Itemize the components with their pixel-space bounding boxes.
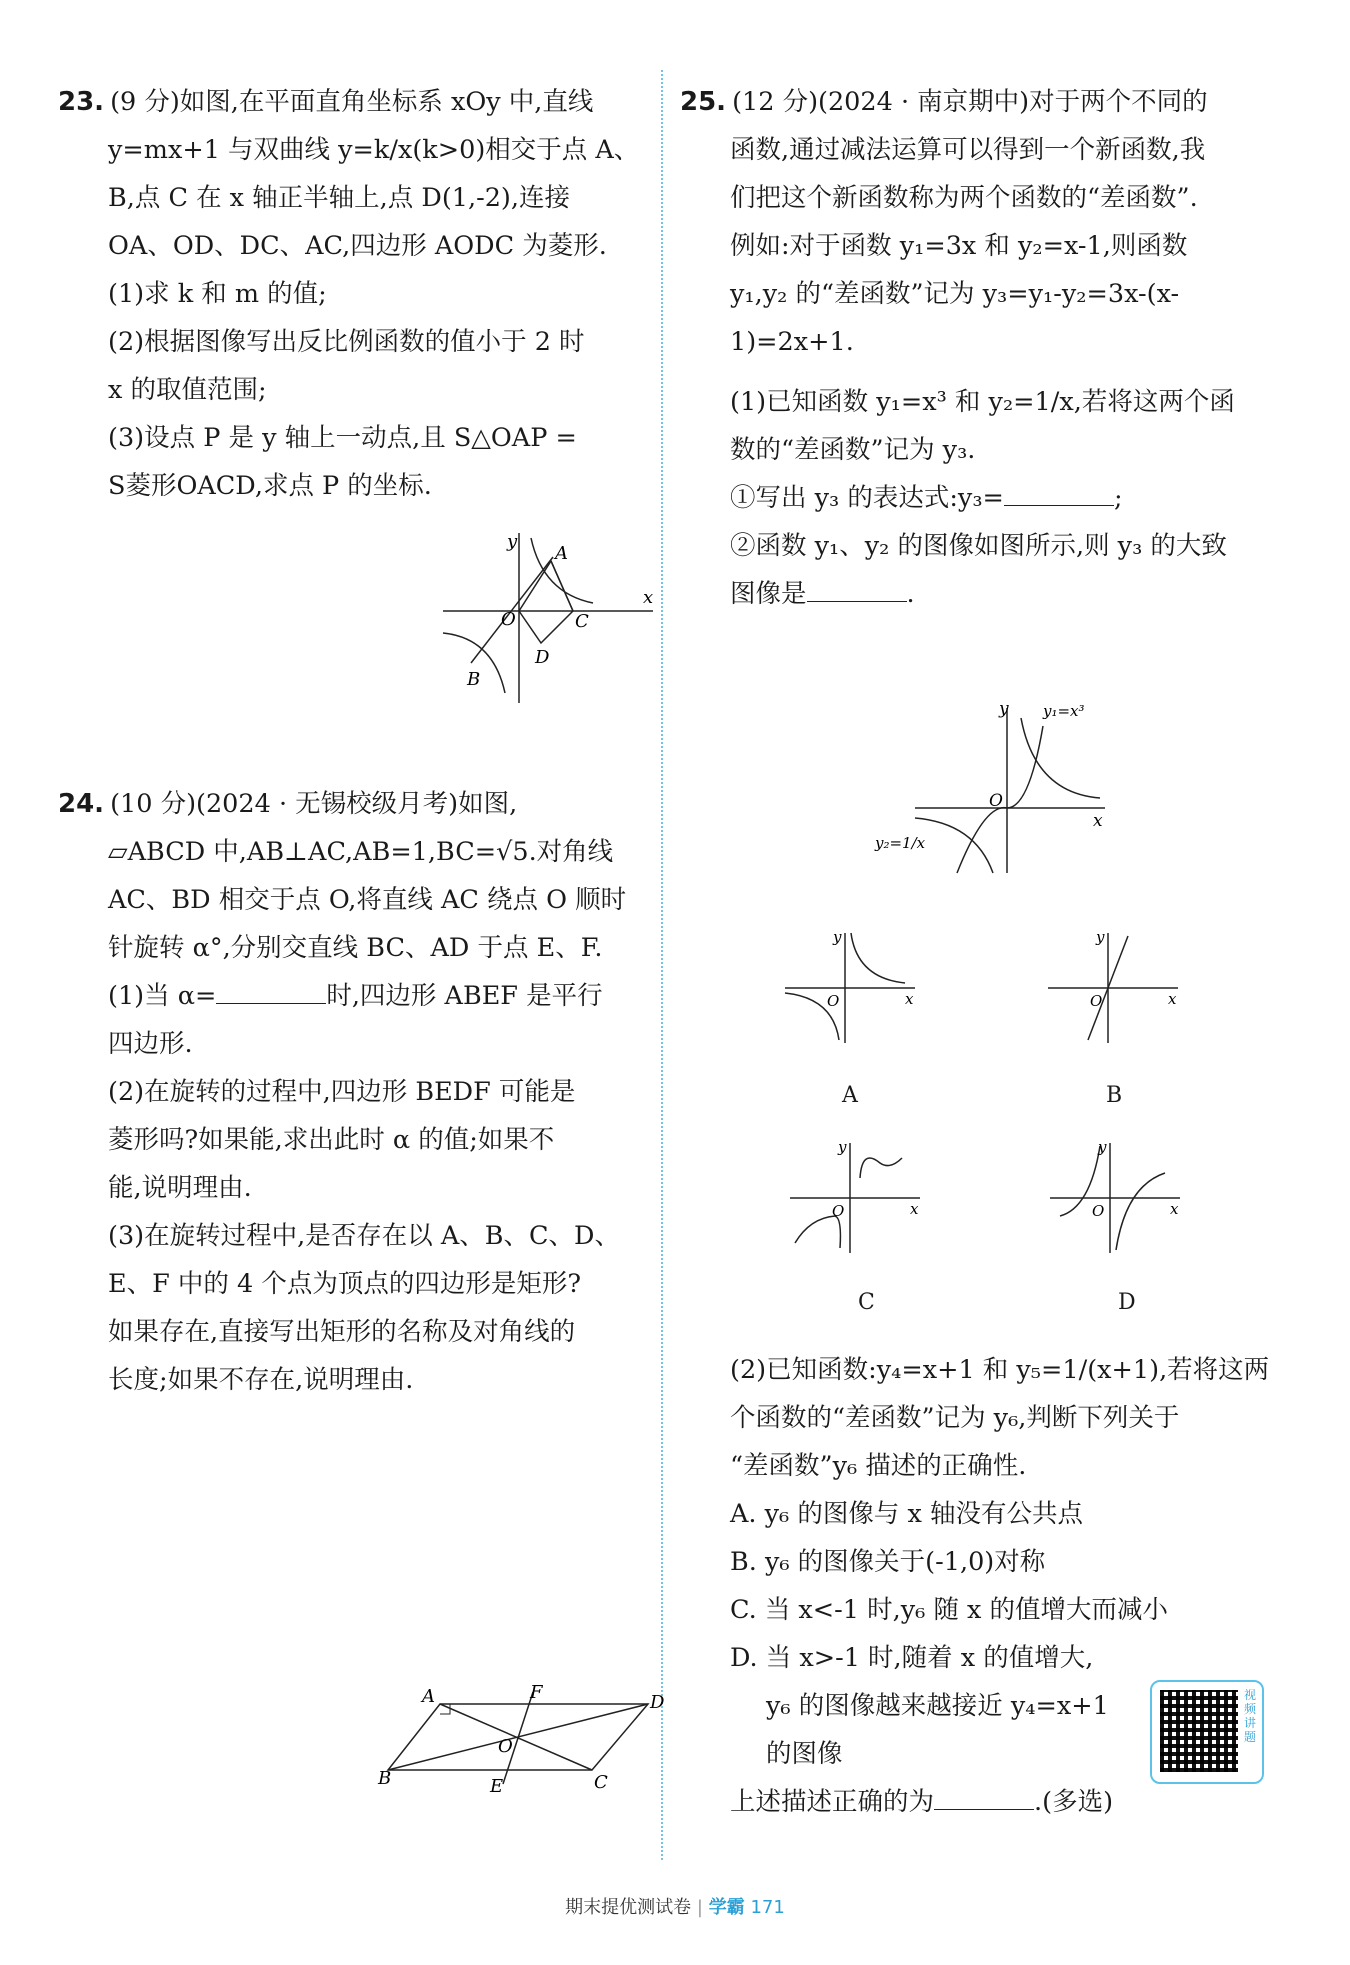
video-qr-code[interactable] <box>1150 1680 1264 1784</box>
option-b-graph <box>1048 928 1183 1043</box>
q24-text: ▱ABCD 中,AB⊥AC,AB=1,BC=√5.对角线 <box>108 837 614 867</box>
y-axis-label: y <box>507 531 518 552</box>
choice-d: D. 当 x>-1 时,随着 x 的值增大, <box>730 1643 1094 1673</box>
q25-part2: “差函数”y₆ 描述的正确性. <box>730 1451 1027 1481</box>
x-axis-label: x <box>910 1200 919 1218</box>
q23-text: B,点 C 在 x 轴正半轴上,点 D(1,-2),连接 <box>108 183 570 213</box>
q23-part2: x 的取值范围; <box>108 375 267 405</box>
origin-label: O <box>1092 1202 1105 1220</box>
answer-blank[interactable] <box>216 979 326 1004</box>
point-c-label: C <box>594 1772 608 1793</box>
qr-tag: 视频讲题 <box>1244 1688 1257 1744</box>
y-axis-label: y <box>1098 1138 1107 1156</box>
x-axis-label: x <box>1170 1200 1179 1218</box>
q25-sub1: ①写出 y₃ 的表达式:y₃= <box>730 483 1004 513</box>
q25-sub2: . <box>906 579 915 609</box>
q23-text: OA、OD、DC、AC,四边形 AODC 为菱形. <box>108 231 607 261</box>
y-axis-label: y <box>833 928 842 946</box>
y2-curve-label: y₂=1/x <box>875 834 926 852</box>
qr-code-icon <box>1160 1690 1238 1772</box>
origin-label: O <box>989 791 1003 811</box>
q24-part2: 菱形吗?如果能,求出此时 α 的值;如果不 <box>108 1125 555 1155</box>
answer-blank[interactable] <box>1004 481 1114 506</box>
q25-part1: (1)已知函数 y₁=x³ 和 y₂=1/x,若将这两个函 <box>730 387 1235 417</box>
question-24 <box>58 780 665 1797</box>
y-axis-label: y <box>999 699 1009 719</box>
q25-text: 例如:对于函数 y₁=3x 和 y₂=x-1,则函数 <box>730 231 1188 261</box>
footer-title: 期末提优测试卷 <box>565 1897 692 1918</box>
question-number: 24. <box>58 789 105 819</box>
origin-label: O <box>827 992 840 1010</box>
option-b-label: B <box>1106 1083 1123 1108</box>
question-23 <box>58 78 654 690</box>
q23-text: y=mx+1 与双曲线 y=k/x(k>0)相交于点 A、 <box>108 135 640 165</box>
q24-figure <box>378 1680 665 1810</box>
q24-part3: E、F 中的 4 个点为顶点的四边形是矩形? <box>108 1269 582 1299</box>
point-o-label: O <box>498 1736 513 1757</box>
q23-part3: S菱形OACD,求点 P 的坐标. <box>108 471 432 501</box>
option-c-graph <box>790 1138 925 1253</box>
q24-part3: 如果存在,直接写出矩形的名称及对角线的 <box>108 1317 576 1347</box>
point-b-label: B <box>467 669 481 690</box>
origin-label: O <box>501 609 516 630</box>
column-divider <box>661 70 663 1860</box>
point-f-label: F <box>530 1682 543 1703</box>
q25-text: y₁,y₂ 的“差函数”记为 y₃=y₁-y₂=3x-(x- <box>730 279 1180 309</box>
x-axis-label: x <box>905 990 914 1008</box>
left-column <box>58 78 665 1797</box>
q25-sub1: ; <box>1113 483 1123 513</box>
q24-part1: 时,四边形 ABEF 是平行 <box>326 981 603 1011</box>
q25-text: 们把这个新函数称为两个函数的“差函数”. <box>730 183 1198 213</box>
q23-part3: (3)设点 P 是 y 轴上一动点,且 S△OAP = <box>108 423 577 453</box>
q23-figure <box>443 533 663 713</box>
point-e-label: E <box>490 1776 504 1797</box>
option-a-graph <box>785 928 920 1043</box>
point-b-label: B <box>378 1768 392 1789</box>
option-d-graph <box>1050 1138 1185 1253</box>
q24-text: AC、BD 相交于点 O,将直线 AC 绕点 O 顺时 <box>108 885 627 915</box>
origin-label: O <box>832 1202 845 1220</box>
x-axis-label: x <box>1093 811 1103 831</box>
q25-main-graph <box>875 698 1105 873</box>
point-d-label: D <box>650 1692 665 1713</box>
q25-text: (12 分)(2024 · 南京期中)对于两个不同的 <box>732 87 1208 117</box>
choice-a: A. y₆ 的图像与 x 轴没有公共点 <box>730 1499 1083 1529</box>
page-number: 171 <box>750 1897 785 1918</box>
conclusion-text: .(多选) <box>1034 1787 1114 1817</box>
q25-sub2: 图像是 <box>730 579 807 609</box>
q23-part2: (2)根据图像写出反比例函数的值小于 2 时 <box>108 327 585 357</box>
origin-label: O <box>1090 992 1103 1010</box>
q24-text: 针旋转 α°,分别交直线 BC、AD 于点 E、F. <box>108 933 603 963</box>
option-d-label: D <box>1118 1290 1136 1315</box>
choice-d: y₆ 的图像越来越接近 y₄=x+1 <box>766 1691 1109 1721</box>
q24-part1: 四边形. <box>108 1029 193 1059</box>
conclusion-text: 上述描述正确的为 <box>730 1787 935 1817</box>
q25-part2: 个函数的“差函数”记为 y₆,判断下列关于 <box>730 1403 1180 1433</box>
x-axis-label: x <box>643 587 654 608</box>
q25-part2: (2)已知函数:y₄=x+1 和 y₅=1/(x+1),若将这两 <box>730 1355 1270 1385</box>
q25-sub2: ②函数 y₁、y₂ 的图像如图所示,则 y₃ 的大致 <box>730 531 1227 561</box>
option-c-label: C <box>858 1290 875 1315</box>
q23-text: (9 分)如图,在平面直角坐标系 xOy 中,直线 <box>110 87 594 117</box>
answer-blank[interactable] <box>934 1785 1034 1810</box>
option-a-label: A <box>842 1083 858 1108</box>
q24-part3: (3)在旋转过程中,是否存在以 A、B、C、D、 <box>108 1221 620 1251</box>
choice-c: C. 当 x<-1 时,y₆ 随 x 的值增大而减小 <box>730 1595 1169 1625</box>
q23-part1: (1)求 k 和 m 的值; <box>108 279 327 309</box>
y1-curve-label: y₁=x³ <box>1043 702 1085 720</box>
q24-text: (10 分)(2024 · 无锡校级月考)如图, <box>110 789 518 819</box>
point-d-label: D <box>535 647 550 668</box>
q24-part2: 能,说明理由. <box>108 1173 252 1203</box>
page-footer: 期末提优测试卷 | 学霸 171 <box>565 1897 785 1918</box>
answer-blank[interactable] <box>807 577 907 602</box>
y-axis-label: y <box>838 1138 847 1156</box>
question-number: 25. <box>680 87 727 117</box>
question-number: 23. <box>58 87 105 117</box>
q25-text: 函数,通过减法运算可以得到一个新函数,我 <box>730 135 1206 165</box>
q25-text: 1)=2x+1. <box>730 327 854 357</box>
q25-part1: 数的“差函数”记为 y₃. <box>730 435 976 465</box>
y-axis-label: y <box>1096 928 1105 946</box>
point-a-label: A <box>555 543 568 564</box>
q24-part1: (1)当 α= <box>108 981 217 1011</box>
q24-part2: (2)在旋转的过程中,四边形 BEDF 可能是 <box>108 1077 576 1107</box>
footer-brand: 学霸 <box>708 1897 745 1918</box>
x-axis-label: x <box>1168 990 1177 1008</box>
point-a-label: A <box>422 1686 435 1707</box>
q24-part3: 长度;如果不存在,说明理由. <box>108 1365 414 1395</box>
point-c-label: C <box>575 611 589 632</box>
choice-b: B. y₆ 的图像关于(-1,0)对称 <box>730 1547 1046 1577</box>
choice-d: 的图像 <box>766 1739 843 1769</box>
